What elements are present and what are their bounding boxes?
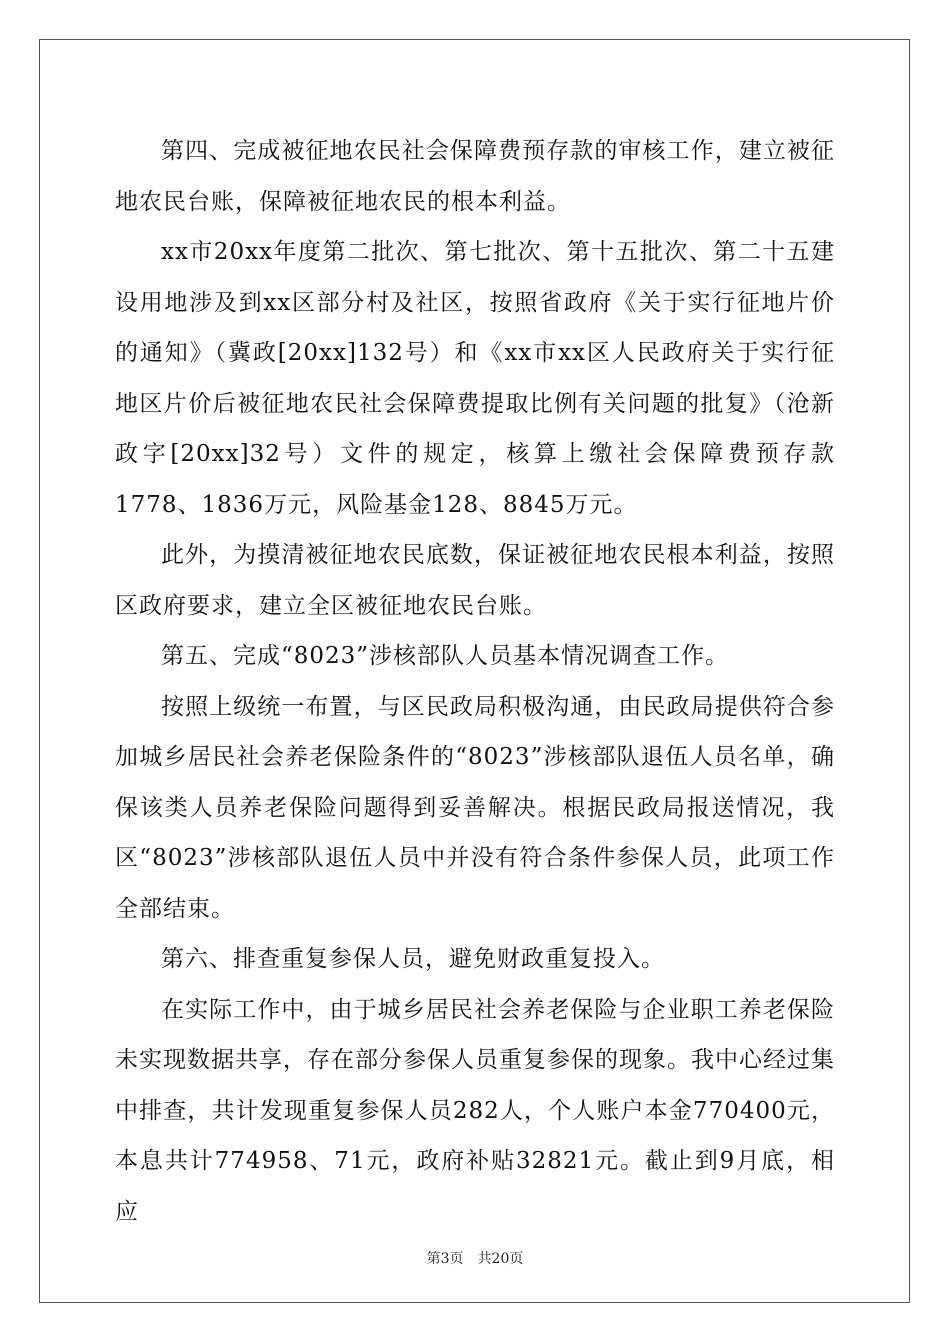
- page-number: 第3页: [426, 1251, 464, 1267]
- document-body: [115, 126, 835, 1237]
- paragraph-2: xx市20xx年度第二批次、第七批次、第十五批次、第二十五建设用地涉及到xx区部分村及社区，按照省政府《关于实行征地片价的通知》（冀政[20xx]132号）和《xx市xx区人民政府关于实行征地区片价后被征地农民社会保障费提取比例有关问题的批复》（沧新政字[20xx]32号）文件的规定，核算上缴社会保障费预存款1778、1836万元，风险基金128、8845万元。: [115, 239, 835, 518]
- paragraph-3: 此外，为摸清被征地农民底数，保证被征地农民根本利益，按照区政府要求，建立全区被征地农民台账。: [115, 542, 835, 619]
- page-footer: [0, 1248, 950, 1268]
- paragraph-6: 第六、排查重复参保人员，避免财政重复投入。: [161, 946, 665, 972]
- page-total: 共20页: [477, 1251, 524, 1267]
- paragraph-1: 第四、完成被征地农民社会保障费预存款的审核工作，建立被征地农民台账，保障被征地农民的根本利益。: [115, 138, 835, 215]
- paragraph-7: 在实际工作中，由于城乡居民社会养老保险与企业职工养老保险未实现数据共享，存在部分参保人员重复参保的现象。我中心经过集中排查，共计发现重复参保人员282人，个人账户本金770400元，本息共计774958、71元，政府补贴32821元。截止到9月底，相应: [115, 996, 835, 1225]
- paragraph-4: 第五、完成“8023”涉核部队人员基本情况调查工作。: [161, 643, 730, 669]
- paragraph-5: 按照上级统一布置，与区民政局积极沟通，由民政局提供符合参加城乡居民社会养老保险条件的“8023”涉核部队退伍人员名单，确保该类人员养老保险问题得到妥善解决。根据民政局报送情况，我区“8023”涉核部队退伍人员中并没有符合条件参保人员，此项工作全部结束。: [115, 693, 835, 922]
